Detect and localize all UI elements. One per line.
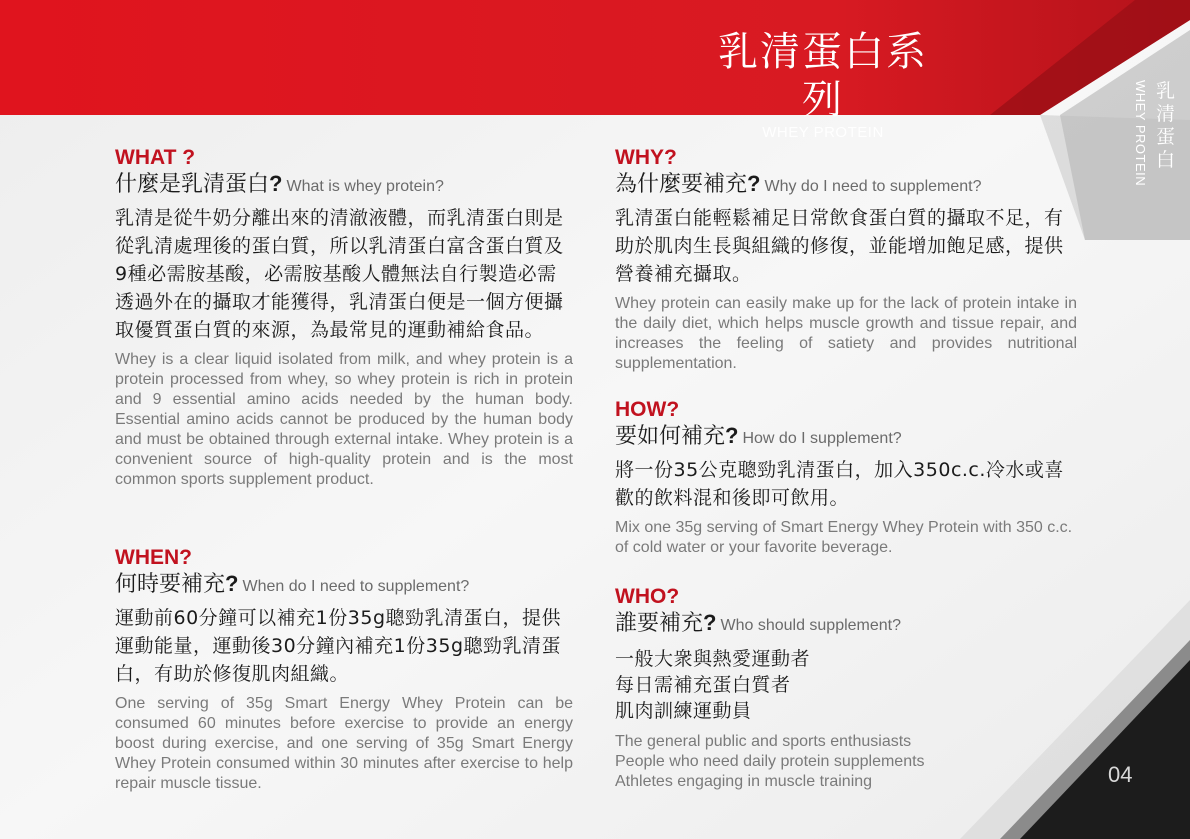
what-question-mark: ? <box>269 171 283 196</box>
section-what <box>115 146 573 490</box>
header-title <box>700 28 946 142</box>
what-question-en: What is whey protein? <box>286 178 444 195</box>
header-title-zh: 乳清蛋白系列 <box>718 29 928 123</box>
what-question-zh: 什麼是乳清蛋白 <box>115 172 270 197</box>
how-body-en: Mix one 35g serving of Smart Energy Whey Protein with 350 c.c. of cold water or your favorite beverage. <box>615 519 1073 556</box>
page-number: 04 <box>1108 762 1133 787</box>
how-question-zh: 要如何補充 <box>615 424 726 449</box>
who-question-mark: ? <box>703 610 717 635</box>
when-question-en: When do I need to supplement? <box>242 578 470 595</box>
why-question <box>615 170 1077 201</box>
why-body-en: Whey protein can easily make up for the lack of protein intake in the daily diet, which helps muscle growth and tissue repair, and increases the feeling of satiety and provides nutritional supplementation. <box>615 295 1077 372</box>
what-question <box>115 170 573 201</box>
how-question-en: How do I supplement? <box>742 430 902 447</box>
when-heading: WHEN? <box>115 546 192 569</box>
section-why <box>615 146 1077 374</box>
what-heading: WHAT ? <box>115 146 196 169</box>
who-line-zh-1: 一般大衆與熱愛運動者 <box>615 648 811 670</box>
why-question-en: Why do I need to supplement? <box>764 178 982 195</box>
who-line-zh-3: 肌肉訓練運動員 <box>615 700 752 722</box>
side-tab-zh: 乳清蛋白 <box>1156 80 1176 171</box>
what-body-en: Whey is a clear liquid isolated from milk, and whey protein is a protein processed from whey, so whey protein is rich in protein and 9 essential amino acids needed by the human body. Essential amino acids cannot be produced by the human body and must be obtained through external intake. Whey protein is a convenient source of high-quality protein and is the most common sports supplement product. <box>115 351 573 488</box>
side-tab-en: WHEY PROTEIN <box>1133 80 1148 187</box>
why-question-mark: ? <box>747 171 761 196</box>
who-question-en: Who should supplement? <box>720 617 902 634</box>
why-heading: WHY? <box>615 146 677 169</box>
when-body-zh: 運動前60分鐘可以補充1份35g聰勁乳清蛋白，提供運動能量，運動後30分鐘內補充1份35g聰勁乳清蛋白，有助於修復肌肉組織。 <box>115 607 562 685</box>
what-body-zh: 乳清是從牛奶分離出來的清澈液體，而乳清蛋白則是從乳清處理後的蛋白質，所以乳清蛋白富含蛋白質及9種必需胺基酸，必需胺基酸人體無法自行製造必需透過外在的攝取才能獲得，乳清蛋白便是一個方便攝取優質蛋白質的來源，為最常見的運動補給食品。 <box>115 207 564 341</box>
when-question <box>115 570 573 601</box>
when-body-en: One serving of 35g Smart Energy Whey Protein can be consumed 60 minutes before exercise to provide an energy boost during exercise, and one serving of 35g Smart Energy Whey Protein consumed within 30 minutes after exercise to help repair muscle tissue. <box>115 695 573 792</box>
section-who <box>615 585 1077 792</box>
section-when <box>115 546 573 794</box>
who-line-en-3: Athletes engaging in muscle training <box>615 773 873 790</box>
who-line-en-1: The general public and sports enthusiasts <box>615 733 912 750</box>
who-question <box>615 609 1077 640</box>
how-body-zh: 將一份35公克聰勁乳清蛋白，加入350c.c.冷水或喜歡的飲料混和後即可飲用。 <box>615 459 1064 509</box>
how-question-mark: ? <box>725 423 739 448</box>
who-line-en-2: People who need daily protein supplements <box>615 753 925 770</box>
who-line-zh-2: 每日需補充蛋白質者 <box>615 674 791 696</box>
who-list-en <box>615 732 1077 792</box>
how-heading: HOW? <box>615 398 680 421</box>
section-how <box>615 398 1077 558</box>
header-title-en: WHEY PROTEIN <box>762 124 884 141</box>
when-question-mark: ? <box>225 571 239 596</box>
who-heading: WHO? <box>615 585 680 608</box>
who-question-zh: 誰要補充 <box>615 611 704 636</box>
when-question-zh: 何時要補充 <box>115 572 226 597</box>
why-question-zh: 為什麼要補充 <box>615 172 748 197</box>
how-question <box>615 422 1077 453</box>
why-body-zh: 乳清蛋白能輕鬆補足日常飲食蛋白質的攝取不足，有助於肌肉生長與組織的修復，並能增加飽足感，提供營養補充攝取。 <box>615 207 1064 285</box>
who-list-zh <box>615 646 1077 724</box>
